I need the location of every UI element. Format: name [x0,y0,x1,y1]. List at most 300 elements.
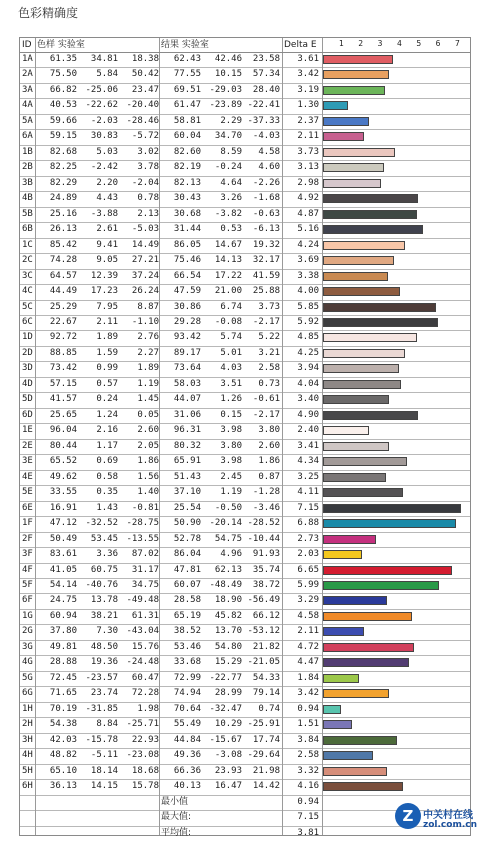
delta-e-bar [323,380,401,389]
result-lab-value: 35.74 [252,564,280,575]
result-lab-value: 16.47 [214,781,242,792]
result-lab-value: 1.19 [220,487,242,498]
result-lab-value: 3.21 [258,347,280,358]
delta-e-value: 5.16 [297,224,319,235]
delta-e-bar [323,86,385,95]
result-lab-value: -0.61 [252,394,280,405]
result-lab-value: 4.60 [258,162,280,173]
target-lab-value: 59.15 [49,131,77,142]
row-id: 5B [22,208,33,219]
delta-e-bar [323,163,384,172]
delta-e-value: 2.11 [297,626,319,637]
delta-e-value: 5.99 [297,579,319,590]
result-lab-value: 40.13 [173,781,201,792]
target-lab-value: 4.43 [96,193,118,204]
result-lab-value: 96.31 [173,425,201,436]
delta-e-bar [323,596,387,605]
result-lab-value: 30.86 [173,301,201,312]
delta-e-bar [323,287,400,296]
delta-e-bar [323,473,386,482]
delta-e-value: 5.92 [297,316,319,327]
result-lab-value: 61.47 [173,100,201,111]
delta-e-value: 4.24 [297,239,319,250]
summary-value: 3.81 [297,827,319,838]
target-lab-value: 37.24 [131,270,159,281]
target-lab-value: 38.21 [90,610,118,621]
target-lab-value: -40.76 [85,579,118,590]
target-lab-value: 1.89 [137,363,159,374]
delta-e-bar [323,550,362,559]
delta-e-value: 3.42 [297,69,319,80]
result-lab-value: 38.52 [173,626,201,637]
delta-e-bar [323,612,412,621]
target-lab-value: 2.76 [137,332,159,343]
delta-e-value: 4.34 [297,456,319,467]
result-lab-value: 2.45 [220,471,242,482]
result-lab-value: -37.33 [247,115,280,126]
delta-e-value: 1.84 [297,672,319,683]
x-tick-label: 7 [455,39,460,48]
row-id: 4A [22,100,33,111]
result-lab-value: -20.14 [209,518,242,529]
delta-e-value: 3.84 [297,734,319,745]
target-lab-value: 82.25 [49,162,77,173]
x-tick-label: 1 [338,39,344,48]
result-lab-value: -25.91 [247,719,280,730]
row-id: 6B [22,224,33,235]
target-lab-value: 25.65 [49,409,77,420]
result-lab-value: 58.81 [173,115,201,126]
delta-e-bar [323,689,389,698]
result-lab-value: -23.89 [209,100,242,111]
target-lab-value: 70.19 [49,703,77,714]
target-lab-value: 40.53 [49,100,77,111]
target-lab-value: 2.13 [137,208,159,219]
delta-e-bar [323,643,414,652]
target-lab-value: 8.87 [137,301,159,312]
target-lab-value: 96.04 [49,425,77,436]
result-lab-value: 14.13 [214,255,242,266]
result-lab-value: 5.01 [220,347,242,358]
target-lab-value: 9.05 [96,255,118,266]
delta-e-bar [323,627,364,636]
delta-e-bar [323,566,452,575]
row-id: 6G [22,688,33,699]
result-lab-value: 1.86 [258,456,280,467]
delta-e-value: 4.85 [297,332,319,343]
row-id: 3G [22,641,33,652]
row-id: 1B [22,146,33,157]
target-lab-value: 1.24 [96,409,118,420]
target-lab-value: 48.82 [49,750,77,761]
result-lab-value: -22.41 [247,100,280,111]
target-lab-value: -32.52 [85,518,118,529]
delta-e-bar [323,767,387,776]
result-lab-value: 33.68 [173,657,201,668]
result-lab-value: 54.75 [214,533,242,544]
x-tick-label: 4 [396,39,402,48]
result-lab-value: 60.04 [173,131,201,142]
target-lab-value: 28.88 [49,657,77,668]
result-lab-value: 5.22 [258,332,280,343]
target-lab-value: 18.14 [90,765,118,776]
target-lab-value: 57.15 [49,378,77,389]
delta-e-bar [323,426,369,435]
delta-e-bar [323,364,399,373]
result-lab-value: 51.43 [173,471,201,482]
row-id: 3D [22,363,33,374]
target-lab-value: 33.55 [49,487,77,498]
target-lab-value: 22.93 [131,734,159,745]
delta-e-value: 4.11 [297,487,319,498]
color-accuracy-table [19,37,471,836]
target-lab-value: 50.49 [49,533,77,544]
target-lab-value: 47.12 [49,518,77,529]
target-lab-value: -0.81 [131,502,159,513]
target-lab-value: 72.45 [49,672,77,683]
target-lab-value: 3.78 [137,162,159,173]
column-divider [322,38,323,835]
result-lab-value: 42.46 [214,54,242,64]
delta-e-bar [323,101,348,110]
result-lab-value: 44.84 [173,734,201,745]
result-lab-value: -29.03 [209,84,242,95]
row-id: 4E [22,471,33,482]
target-lab-value: -49.48 [126,595,159,606]
target-lab-value: 3.36 [96,549,118,560]
result-lab-value: -4.03 [252,131,280,142]
target-lab-value: 0.57 [96,378,118,389]
target-lab-value: 22.67 [49,316,77,327]
result-lab-value: 25.88 [252,286,280,297]
delta-e-value: 4.47 [297,657,319,668]
target-lab-value: -23.57 [85,672,118,683]
delta-e-value: 2.73 [297,533,319,544]
result-lab-value: 14.42 [252,781,280,792]
delta-e-value: 3.41 [297,440,319,451]
target-lab-value: 75.50 [49,69,77,80]
column-divider [35,38,36,835]
target-lab-value: -15.78 [85,734,118,745]
delta-e-value: 2.98 [297,177,319,188]
target-lab-value: 49.81 [49,641,77,652]
result-lab-value: 3.80 [220,440,242,451]
target-lab-value: -23.08 [126,750,159,761]
row-id: 2C [22,255,33,266]
target-lab-value: 26.13 [49,224,77,235]
target-lab-value: 2.61 [96,224,118,235]
result-lab-value: 66.12 [252,610,280,621]
target-lab-value: 50.42 [131,69,159,80]
target-lab-value: 3.02 [137,146,159,157]
target-lab-value: 30.83 [90,131,118,142]
delta-e-bar [323,55,393,64]
delta-e-bar [323,535,376,544]
result-lab-value: 77.55 [173,69,201,80]
target-lab-value: 0.24 [96,394,118,405]
target-lab-value: 1.98 [137,703,159,714]
target-lab-value: -2.42 [90,162,118,173]
target-lab-value: 14.15 [90,781,118,792]
result-lab-value: -0.63 [252,208,280,219]
result-lab-value: 3.73 [258,301,280,312]
delta-e-value: 2.03 [297,549,319,560]
target-lab-value: 2.20 [96,177,118,188]
delta-e-value: 3.94 [297,363,319,374]
row-id: 1C [22,239,33,250]
header-divider [20,52,470,53]
delta-e-value: 6.65 [297,564,319,575]
row-id: 4C [22,286,33,297]
delta-e-bar [323,256,394,265]
row-id: 5F [22,579,33,590]
result-lab-value: 23.58 [252,54,280,64]
target-lab-value: 23.47 [131,84,159,95]
result-lab-value: 66.36 [173,765,201,776]
result-lab-value: 82.19 [173,162,201,173]
delta-e-value: 2.58 [297,750,319,761]
target-lab-value: 1.56 [137,471,159,482]
result-lab-value: 13.70 [214,626,242,637]
row-id: 1H [22,703,33,714]
target-lab-value: 54.14 [49,579,77,590]
result-lab-value: 66.54 [173,270,201,281]
result-lab-value: -29.64 [247,750,280,761]
target-lab-value: 87.02 [131,549,159,560]
target-lab-value: 0.58 [96,471,118,482]
result-lab-value: -21.05 [247,657,280,668]
delta-e-value: 3.13 [297,162,319,173]
result-lab-value: 3.26 [220,193,242,204]
result-lab-value: 45.82 [214,610,242,621]
target-lab-value: 60.94 [49,610,77,621]
delta-e-bar [323,705,341,714]
result-lab-value: 4.03 [220,363,242,374]
result-lab-value: 2.60 [258,440,280,451]
target-lab-value: 74.28 [49,255,77,266]
target-lab-value: 2.60 [137,425,159,436]
result-lab-value: 74.94 [173,688,201,699]
result-lab-value: 60.07 [173,579,201,590]
target-lab-value: 18.68 [131,765,159,776]
delta-e-bar [323,241,405,250]
result-lab-value: -22.77 [209,672,242,683]
target-lab-value: -3.88 [90,208,118,219]
result-lab-value: 57.34 [252,69,280,80]
result-lab-value: 2.29 [220,115,242,126]
target-lab-value: 61.31 [131,610,159,621]
summary-label: 平均值: [161,827,192,838]
result-lab-value: 3.98 [220,425,242,436]
target-lab-value: 25.29 [49,301,77,312]
result-lab-value: 2.58 [258,363,280,374]
result-lab-value: 70.64 [173,703,201,714]
target-lab-value: 83.61 [49,549,77,560]
result-lab-value: 75.46 [173,255,201,266]
row-id: 3C [22,270,33,281]
delta-e-bar [323,782,403,791]
delta-e-bar [323,674,359,683]
result-lab-value: 4.64 [220,177,242,188]
target-lab-value: 88.85 [49,347,77,358]
result-lab-value: 0.74 [258,703,280,714]
delta-e-bar [323,210,417,219]
target-lab-value: 2.05 [137,440,159,451]
delta-e-bar [323,457,407,466]
delta-e-value: 3.32 [297,765,319,776]
table-header-result: 结果 实验室 [161,40,209,50]
target-lab-value: 18.38 [131,54,159,64]
target-lab-value: 66.82 [49,84,77,95]
target-lab-value: 31.17 [131,564,159,575]
summary-divider [20,795,470,796]
target-lab-value: 53.45 [90,533,118,544]
target-lab-value: 64.57 [49,270,77,281]
page-title: 色彩精确度 [18,6,79,20]
result-lab-value: -56.49 [247,595,280,606]
target-lab-value: 49.62 [49,471,77,482]
delta-e-value: 1.30 [297,100,319,111]
delta-e-bar [323,658,409,667]
result-lab-value: 62.43 [173,54,201,64]
delta-e-bar [323,272,388,281]
delta-e-value: 3.38 [297,270,319,281]
target-lab-value: 24.75 [49,595,77,606]
zol-logo [395,801,491,841]
result-lab-value: 34.70 [214,131,242,142]
row-id: 1D [22,332,33,343]
x-tick-label: 6 [435,39,441,48]
target-lab-value: -5.11 [90,750,118,761]
result-lab-value: 44.07 [173,394,201,405]
result-lab-value: 31.06 [173,409,201,420]
target-lab-value: 15.78 [131,781,159,792]
result-lab-value: 18.90 [214,595,242,606]
result-lab-value: 82.13 [173,177,201,188]
target-lab-value: 0.69 [96,456,118,467]
row-id: 4B [22,193,33,204]
target-lab-value: -43.04 [126,626,159,637]
result-lab-value: 1.26 [220,394,242,405]
result-lab-value: -48.49 [209,579,242,590]
target-lab-value: 0.99 [96,363,118,374]
row-id: 2E [22,440,33,451]
target-lab-value: 59.66 [49,115,77,126]
target-lab-value: 41.57 [49,394,77,405]
target-lab-value: -5.72 [131,131,159,142]
result-lab-value: 19.32 [252,239,280,250]
row-id: 3F [22,549,33,560]
summary-label: 最大值: [161,812,192,823]
row-id: 2F [22,533,33,544]
target-lab-value: 72.28 [131,688,159,699]
x-tick-label: 2 [358,39,364,48]
row-id: 3B [22,177,33,188]
result-lab-value: 86.05 [173,239,201,250]
target-lab-value: 17.23 [90,286,118,297]
delta-e-value: 1.51 [297,719,319,730]
target-lab-value: 48.50 [90,641,118,652]
row-id: 5E [22,487,33,498]
result-lab-value: 80.32 [173,440,201,451]
result-lab-value: 28.40 [252,84,280,95]
x-tick-label: 5 [416,39,422,48]
delta-e-bar [323,132,364,141]
target-lab-value: 61.35 [49,54,77,64]
delta-e-bar [323,117,369,126]
target-lab-value: 12.39 [90,270,118,281]
target-lab-value: 1.19 [137,378,159,389]
result-lab-value: 30.43 [173,193,201,204]
row-id: 5C [22,301,33,312]
result-lab-value: -0.24 [214,162,242,173]
target-lab-value: 0.05 [137,409,159,420]
result-lab-value: -2.17 [252,316,280,327]
row-id: 6A [22,131,33,142]
result-lab-value: 65.91 [173,456,201,467]
result-lab-value: -6.13 [252,224,280,235]
result-lab-value: 89.17 [173,347,201,358]
target-lab-value: 1.89 [96,332,118,343]
target-lab-value: 82.29 [49,177,77,188]
result-lab-value: 0.73 [258,378,280,389]
result-lab-value: 14.67 [214,239,242,250]
delta-e-value: 4.16 [297,781,319,792]
row-id: 5H [22,765,33,776]
target-lab-value: -2.04 [131,177,159,188]
result-lab-value: -28.52 [247,518,280,529]
result-lab-value: 50.90 [173,518,201,529]
result-lab-value: -53.12 [247,626,280,637]
target-lab-value: 23.74 [90,688,118,699]
row-id: 2A [22,69,33,80]
result-lab-value: 25.54 [173,502,201,513]
result-lab-value: -0.08 [214,316,242,327]
row-id: 1G [22,610,33,621]
delta-e-bar [323,519,456,528]
delta-e-bar [323,349,405,358]
target-lab-value: 82.68 [49,146,77,157]
delta-e-value: 3.42 [297,688,319,699]
row-id: 5D [22,394,33,405]
row-id: 1A [22,54,33,64]
result-lab-value: 10.29 [214,719,242,730]
delta-e-bar [323,751,373,760]
result-lab-value: 21.82 [252,641,280,652]
result-lab-value: -1.28 [252,487,280,498]
target-lab-value: 5.84 [96,69,118,80]
row-id: 6D [22,409,33,420]
result-lab-value: 62.13 [214,564,242,575]
target-lab-value: 24.89 [49,193,77,204]
row-id: 4G [22,657,33,668]
delta-e-bar [323,225,423,234]
row-id: 1F [22,518,33,529]
target-lab-value: 2.11 [96,316,118,327]
delta-e-bar [323,736,397,745]
result-lab-value: -2.26 [252,177,280,188]
result-lab-value: 21.00 [214,286,242,297]
target-lab-value: 27.21 [131,255,159,266]
target-lab-value: 19.36 [90,657,118,668]
table-header-target: 色样 实验室 [37,40,85,50]
result-lab-value: 3.51 [220,378,242,389]
target-lab-value: -31.85 [85,703,118,714]
delta-e-value: 2.37 [297,115,319,126]
result-lab-value: 21.98 [252,765,280,776]
zol-logo-icon: Z [395,803,421,829]
summary-value: 7.15 [297,812,319,823]
